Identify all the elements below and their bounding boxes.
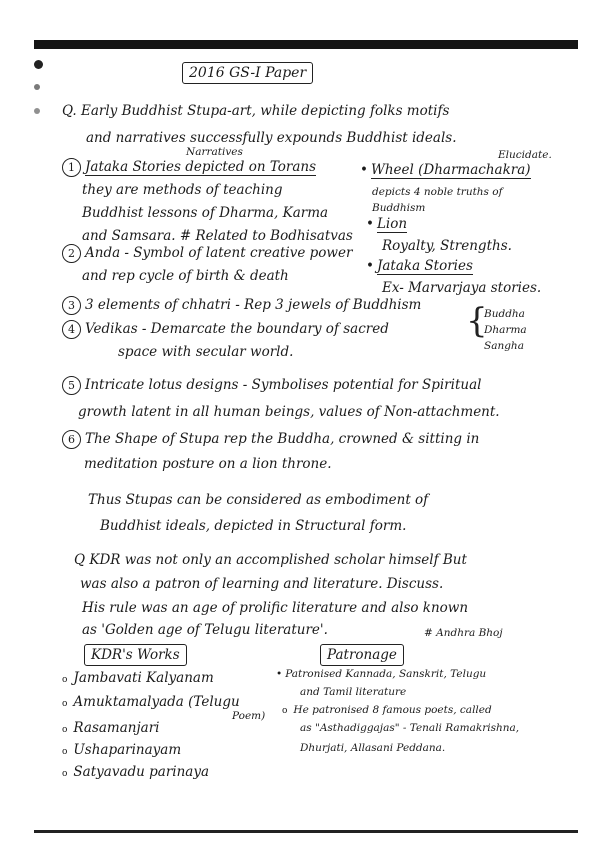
jewel-item: Dharma <box>484 324 527 336</box>
q2-line: Q KDR was not only an accomplished scholar himself But <box>74 552 467 568</box>
page-title: 2016 GS-I Paper <box>182 62 313 84</box>
q2-line: was also a patron of learning and literature. Discuss. <box>80 576 444 592</box>
point-number: 4 <box>62 320 81 339</box>
point-text: 3 elements of chhatri - Rep 3 jewels of Buddhism <box>85 297 422 313</box>
side-note: # Andhra Bhoj <box>424 627 503 639</box>
q1-directive: Elucidate. <box>498 149 552 161</box>
patronage-text: and Tamil literature <box>300 686 407 698</box>
q2-line: as 'Golden age of Telugu literature'. <box>82 622 328 638</box>
point-number: 2 <box>62 244 81 263</box>
q2-line: His rule was an age of prolific literature and also known <box>82 600 469 616</box>
side-heading: Wheel (Dharmachakra) <box>370 162 531 178</box>
caret-insert: Narratives <box>186 146 243 158</box>
point-text: Anda - Symbol of latent creative power <box>85 245 353 261</box>
point-text: Vedikas - Demarcate the boundary of sacred <box>85 321 389 337</box>
q1-line: and narratives successfully expounds Buddhist ideals. <box>86 130 457 146</box>
side-heading: Lion <box>376 216 408 232</box>
work-item: o Ushaparinayam <box>62 742 181 760</box>
patronage-text: Dhurjati, Allasani Peddana. <box>300 742 446 754</box>
point-text: meditation posture on a lion throne. <box>84 456 332 472</box>
punch-mark <box>34 108 40 114</box>
point-number: 5 <box>62 376 81 395</box>
top-border <box>34 40 578 49</box>
jewel-item: Buddha <box>484 308 525 320</box>
punch-hole <box>34 60 43 69</box>
conclusion-text: Buddhist ideals, depicted in Structural form. <box>100 518 407 534</box>
conclusion-text: Thus Stupas can be considered as embodiment of <box>88 492 429 508</box>
work-item: o Satyavadu parinaya <box>62 764 209 782</box>
work-item: o Jambavati Kalyanam <box>62 670 214 688</box>
work-item: o Rasamanjari <box>62 720 159 738</box>
point-number: 3 <box>62 296 81 315</box>
point-number: 1 <box>62 158 81 177</box>
point-text: and rep cycle of birth & death <box>82 268 289 284</box>
works-heading: KDR's Works <box>84 644 187 666</box>
point-text: Buddhist lessons of Dharma, Karma <box>82 205 329 221</box>
point-number: 6 <box>62 430 81 449</box>
side-text: depicts 4 noble truths of <box>372 186 503 198</box>
side-text: Royalty, Strengths. <box>382 238 512 254</box>
point-text: and Samsara. # Related to Bodhisatvas <box>82 228 353 244</box>
point-text: Intricate lotus designs - Symbolises potential for Spiritual <box>85 377 482 393</box>
punch-mark <box>34 84 40 90</box>
work-note: Poem) <box>232 710 266 722</box>
point-text: space with secular world. <box>118 344 294 360</box>
q1-line: Q. Early Buddhist Stupa-art, while depicting folks motifs <box>62 103 450 119</box>
jewel-item: Sangha <box>484 340 524 352</box>
side-heading: Jataka Stories <box>376 258 473 274</box>
side-text: Ex- Marvarjaya stories. <box>382 280 542 296</box>
patronage-heading: Patronage <box>320 644 404 666</box>
point-text: they are methods of teaching <box>82 182 283 198</box>
patronage-text: • Patronised Kannada, Sanskrit, Telugu <box>276 666 486 682</box>
work-item: o Amuktamalyada (Telugu <box>62 694 240 712</box>
side-text: Buddhism <box>372 202 426 214</box>
bottom-border <box>34 830 578 833</box>
brace-icon: { <box>466 301 488 341</box>
patronage-text: o He patronised 8 famous poets, called <box>282 702 492 719</box>
point-heading: Jataka Stories depicted on Torans <box>85 159 317 175</box>
patronage-text: as "Asthadiggajas" - Tenali Ramakrishna, <box>300 722 520 734</box>
point-text: growth latent in all human beings, values of Non-attachment. <box>78 404 500 420</box>
point-text: The Shape of Stupa rep the Buddha, crowned & sitting in <box>85 431 480 447</box>
